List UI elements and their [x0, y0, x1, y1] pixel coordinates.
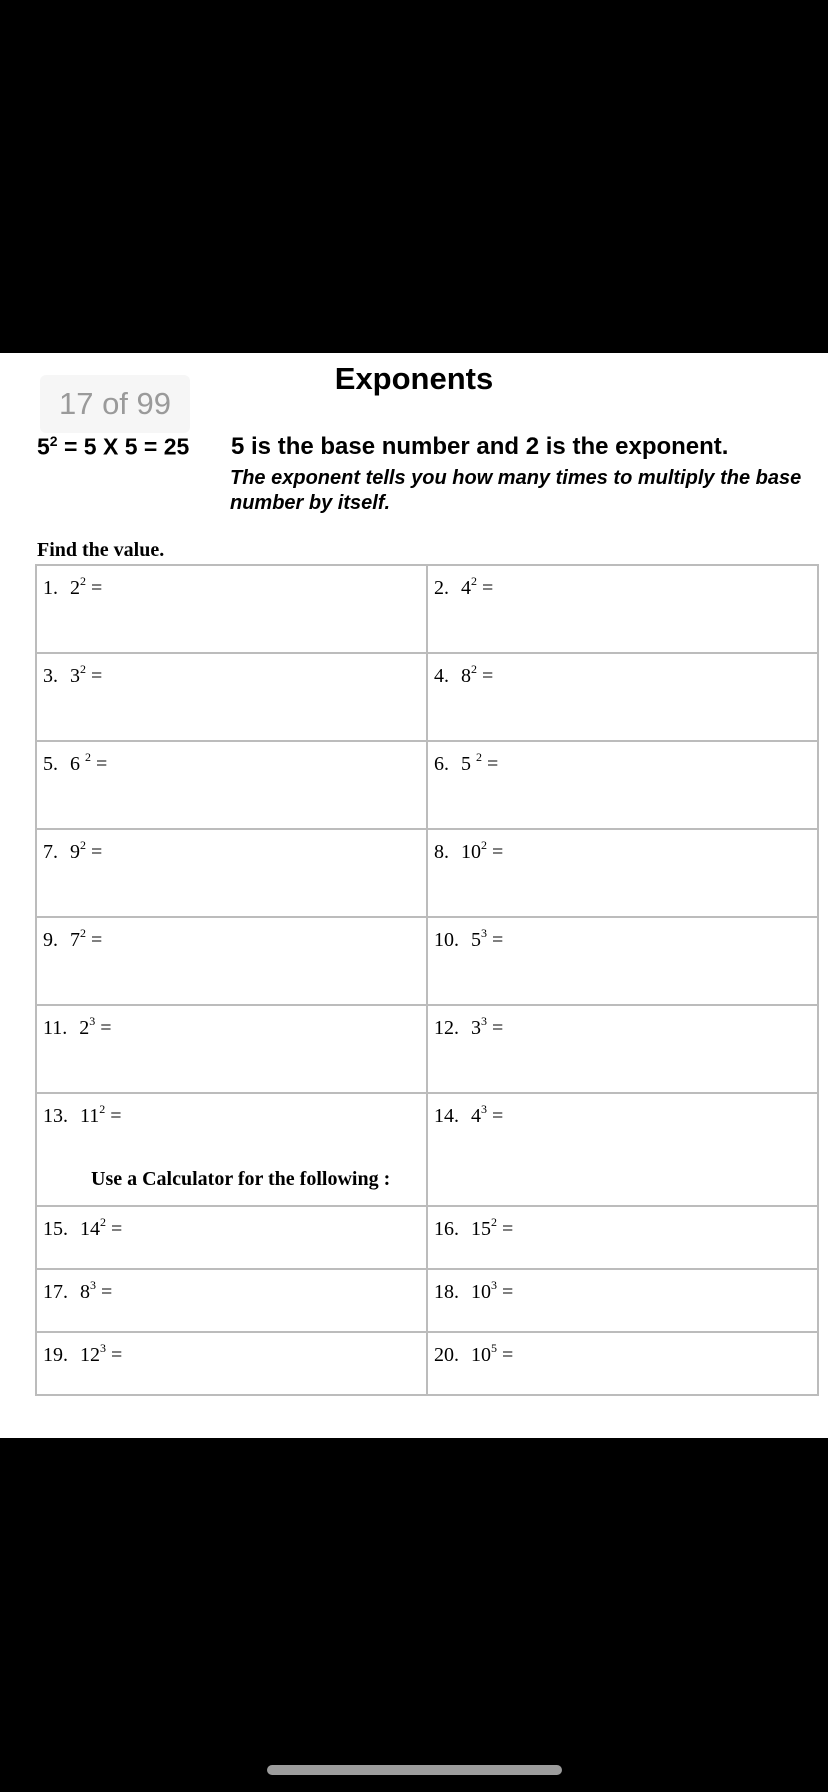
problem-1: [43, 566, 420, 600]
problem-text: 19.: [43, 1344, 68, 1366]
problem-text: 14: [80, 1218, 100, 1240]
problem-4: [434, 654, 811, 688]
problem-text: 2: [100, 1215, 106, 1229]
problem-text: =: [487, 841, 504, 863]
problem-text: 5: [471, 929, 481, 951]
problem-text: 12: [80, 1344, 100, 1366]
problem-text: =: [502, 1344, 514, 1366]
formula-base: 5: [37, 433, 50, 460]
problem-text: 10: [461, 841, 481, 863]
table-row: [36, 565, 818, 653]
problem-text: 2: [471, 662, 477, 676]
table-row: [36, 741, 818, 829]
problem-text: 10: [471, 1344, 491, 1366]
problem-text: 2: [80, 574, 86, 588]
problem-cell: [427, 1206, 818, 1269]
problem-13: [43, 1094, 420, 1128]
problem-text: 2: [85, 750, 91, 764]
problem-cell: [427, 1332, 818, 1395]
table-row: [36, 1005, 818, 1093]
problem-text: 6: [70, 753, 80, 775]
problem-cell: [36, 565, 427, 653]
problem-cell: [427, 829, 818, 917]
problem-text: 8: [461, 665, 471, 687]
problem-2: [434, 566, 811, 600]
problem-text: 17.: [43, 1281, 68, 1303]
calculator-note: Use a Calculator for the following :: [91, 1168, 391, 1190]
problem-text: =: [96, 1281, 113, 1303]
problem-text: 10.: [434, 929, 459, 951]
problem-7: [43, 830, 420, 864]
problem-cell: [36, 1206, 427, 1269]
problem-text: 3: [481, 1102, 487, 1116]
problem-text: 4: [461, 577, 471, 599]
problem-text: 2.: [434, 577, 449, 599]
problem-text: 3: [491, 1278, 497, 1292]
table-row: [36, 1206, 818, 1269]
problem-cell: [36, 1093, 427, 1206]
page-title: Exponents: [334, 361, 494, 396]
problem-16: [434, 1207, 811, 1241]
problem-text: 15: [471, 1218, 491, 1240]
problem-9: [43, 918, 420, 952]
problem-cell: [36, 829, 427, 917]
formula-rest: = 5 X 5 = 25: [57, 433, 190, 460]
home-indicator-bar[interactable]: [267, 1765, 562, 1775]
problem-text: 2: [481, 838, 487, 852]
table-row: [36, 1269, 818, 1332]
problem-text: 3: [481, 926, 487, 940]
problem-text: 11.: [43, 1017, 68, 1039]
problem-text: 8: [80, 1281, 90, 1303]
problem-text: 2: [491, 1215, 497, 1229]
problem-text: 2: [70, 577, 80, 599]
problem-cell: [427, 565, 818, 653]
problem-text: 3: [89, 1014, 96, 1028]
problem-text: 2: [99, 1102, 106, 1116]
problem-text: =: [477, 665, 494, 687]
problem-cell: [36, 1269, 427, 1332]
problem-cell: [36, 741, 427, 829]
problem-cell: [427, 1005, 818, 1093]
problem-text: 3: [481, 1014, 487, 1028]
formula-exponent: 2: [49, 433, 58, 449]
problem-text: =: [487, 1017, 504, 1039]
problem-cell: [36, 653, 427, 741]
problem-17: [43, 1270, 420, 1304]
problem-15: [43, 1207, 420, 1241]
problem-text: 12.: [434, 1017, 459, 1039]
explanation-italic-text: The exponent tells you how many times to multiply the base number by itself.: [230, 467, 802, 514]
problem-text: 3: [90, 1278, 96, 1292]
problem-text: =: [86, 841, 103, 863]
problem-text: 8.: [434, 841, 449, 863]
problem-6: [434, 742, 811, 776]
problem-text: 3: [70, 665, 80, 687]
problem-text: 15.: [43, 1218, 68, 1240]
problem-10: [434, 918, 811, 952]
problem-12: [434, 1006, 811, 1040]
problem-11: [43, 1006, 420, 1040]
problem-text: 2: [79, 1017, 90, 1039]
problem-cell: [36, 1005, 427, 1093]
instructions-label: Find the value.: [37, 539, 165, 561]
problem-text: =: [106, 1344, 123, 1366]
problem-text: 3: [100, 1341, 106, 1355]
problem-text: 20.: [434, 1344, 459, 1366]
problem-text: 5.: [43, 753, 58, 775]
problem-text: 2: [471, 574, 477, 588]
problem-text: 9: [70, 841, 80, 863]
problem-5: [43, 742, 420, 776]
problem-text: 2: [476, 750, 482, 764]
problem-text: =: [477, 577, 494, 599]
problem-text: =: [86, 577, 103, 599]
problem-text: 9.: [43, 929, 58, 951]
problem-cell: [36, 1332, 427, 1395]
problem-20: [434, 1333, 811, 1367]
problem-text: 10: [471, 1281, 491, 1303]
problem-cell: [427, 1269, 818, 1332]
problem-text: =: [86, 665, 103, 687]
problem-text: 18.: [434, 1281, 459, 1303]
problem-cell: [36, 917, 427, 1005]
page-counter-badge: 17 of 99: [40, 375, 190, 433]
problem-text: 1.: [43, 577, 58, 599]
problem-text: 3: [471, 1017, 481, 1039]
problem-18: [434, 1270, 811, 1304]
problem-8: [434, 830, 811, 864]
problem-text: 4.: [434, 665, 449, 687]
problem-text: =: [497, 1281, 514, 1303]
problem-text: =: [95, 1017, 112, 1039]
problem-cell: [427, 741, 818, 829]
table-row: [36, 1093, 818, 1206]
problem-cell: [427, 653, 818, 741]
table-row: [36, 653, 818, 741]
problem-text: 3.: [43, 665, 58, 687]
table-row: [36, 829, 818, 917]
problem-text: =: [482, 753, 499, 775]
problem-text: 2: [80, 838, 86, 852]
problem-text: =: [105, 1105, 122, 1127]
problem-text: 14.: [434, 1105, 459, 1127]
example-formula: [37, 433, 189, 461]
problem-14: [434, 1094, 811, 1128]
problem-text: =: [106, 1218, 123, 1240]
problem-text: 16.: [434, 1218, 459, 1240]
table-row: [36, 917, 818, 1005]
problem-19: [43, 1333, 420, 1367]
problem-text: 7: [70, 929, 80, 951]
problem-text: 4: [471, 1105, 481, 1127]
problem-cell: [427, 917, 818, 1005]
worksheet-page: [0, 353, 828, 1438]
problems-table: [35, 564, 819, 1396]
problem-text: =: [86, 929, 103, 951]
problem-text: 5: [491, 1341, 497, 1355]
problem-text: =: [487, 1105, 504, 1127]
problem-text: =: [492, 929, 504, 951]
table-row: [36, 1332, 818, 1395]
problem-text: 2: [80, 926, 86, 940]
problem-text: 6.: [434, 753, 449, 775]
problem-text: 11: [80, 1105, 100, 1127]
problem-text: 2: [80, 662, 86, 676]
problem-cell: [427, 1093, 818, 1206]
problem-text: =: [497, 1218, 514, 1240]
problem-3: [43, 654, 420, 688]
problem-text: 7.: [43, 841, 58, 863]
problem-text: 5: [461, 753, 471, 775]
problem-text: =: [91, 753, 108, 775]
explanation-text: 5 is the base number and 2 is the exponent.: [231, 433, 729, 460]
problem-text: 13.: [43, 1105, 68, 1127]
